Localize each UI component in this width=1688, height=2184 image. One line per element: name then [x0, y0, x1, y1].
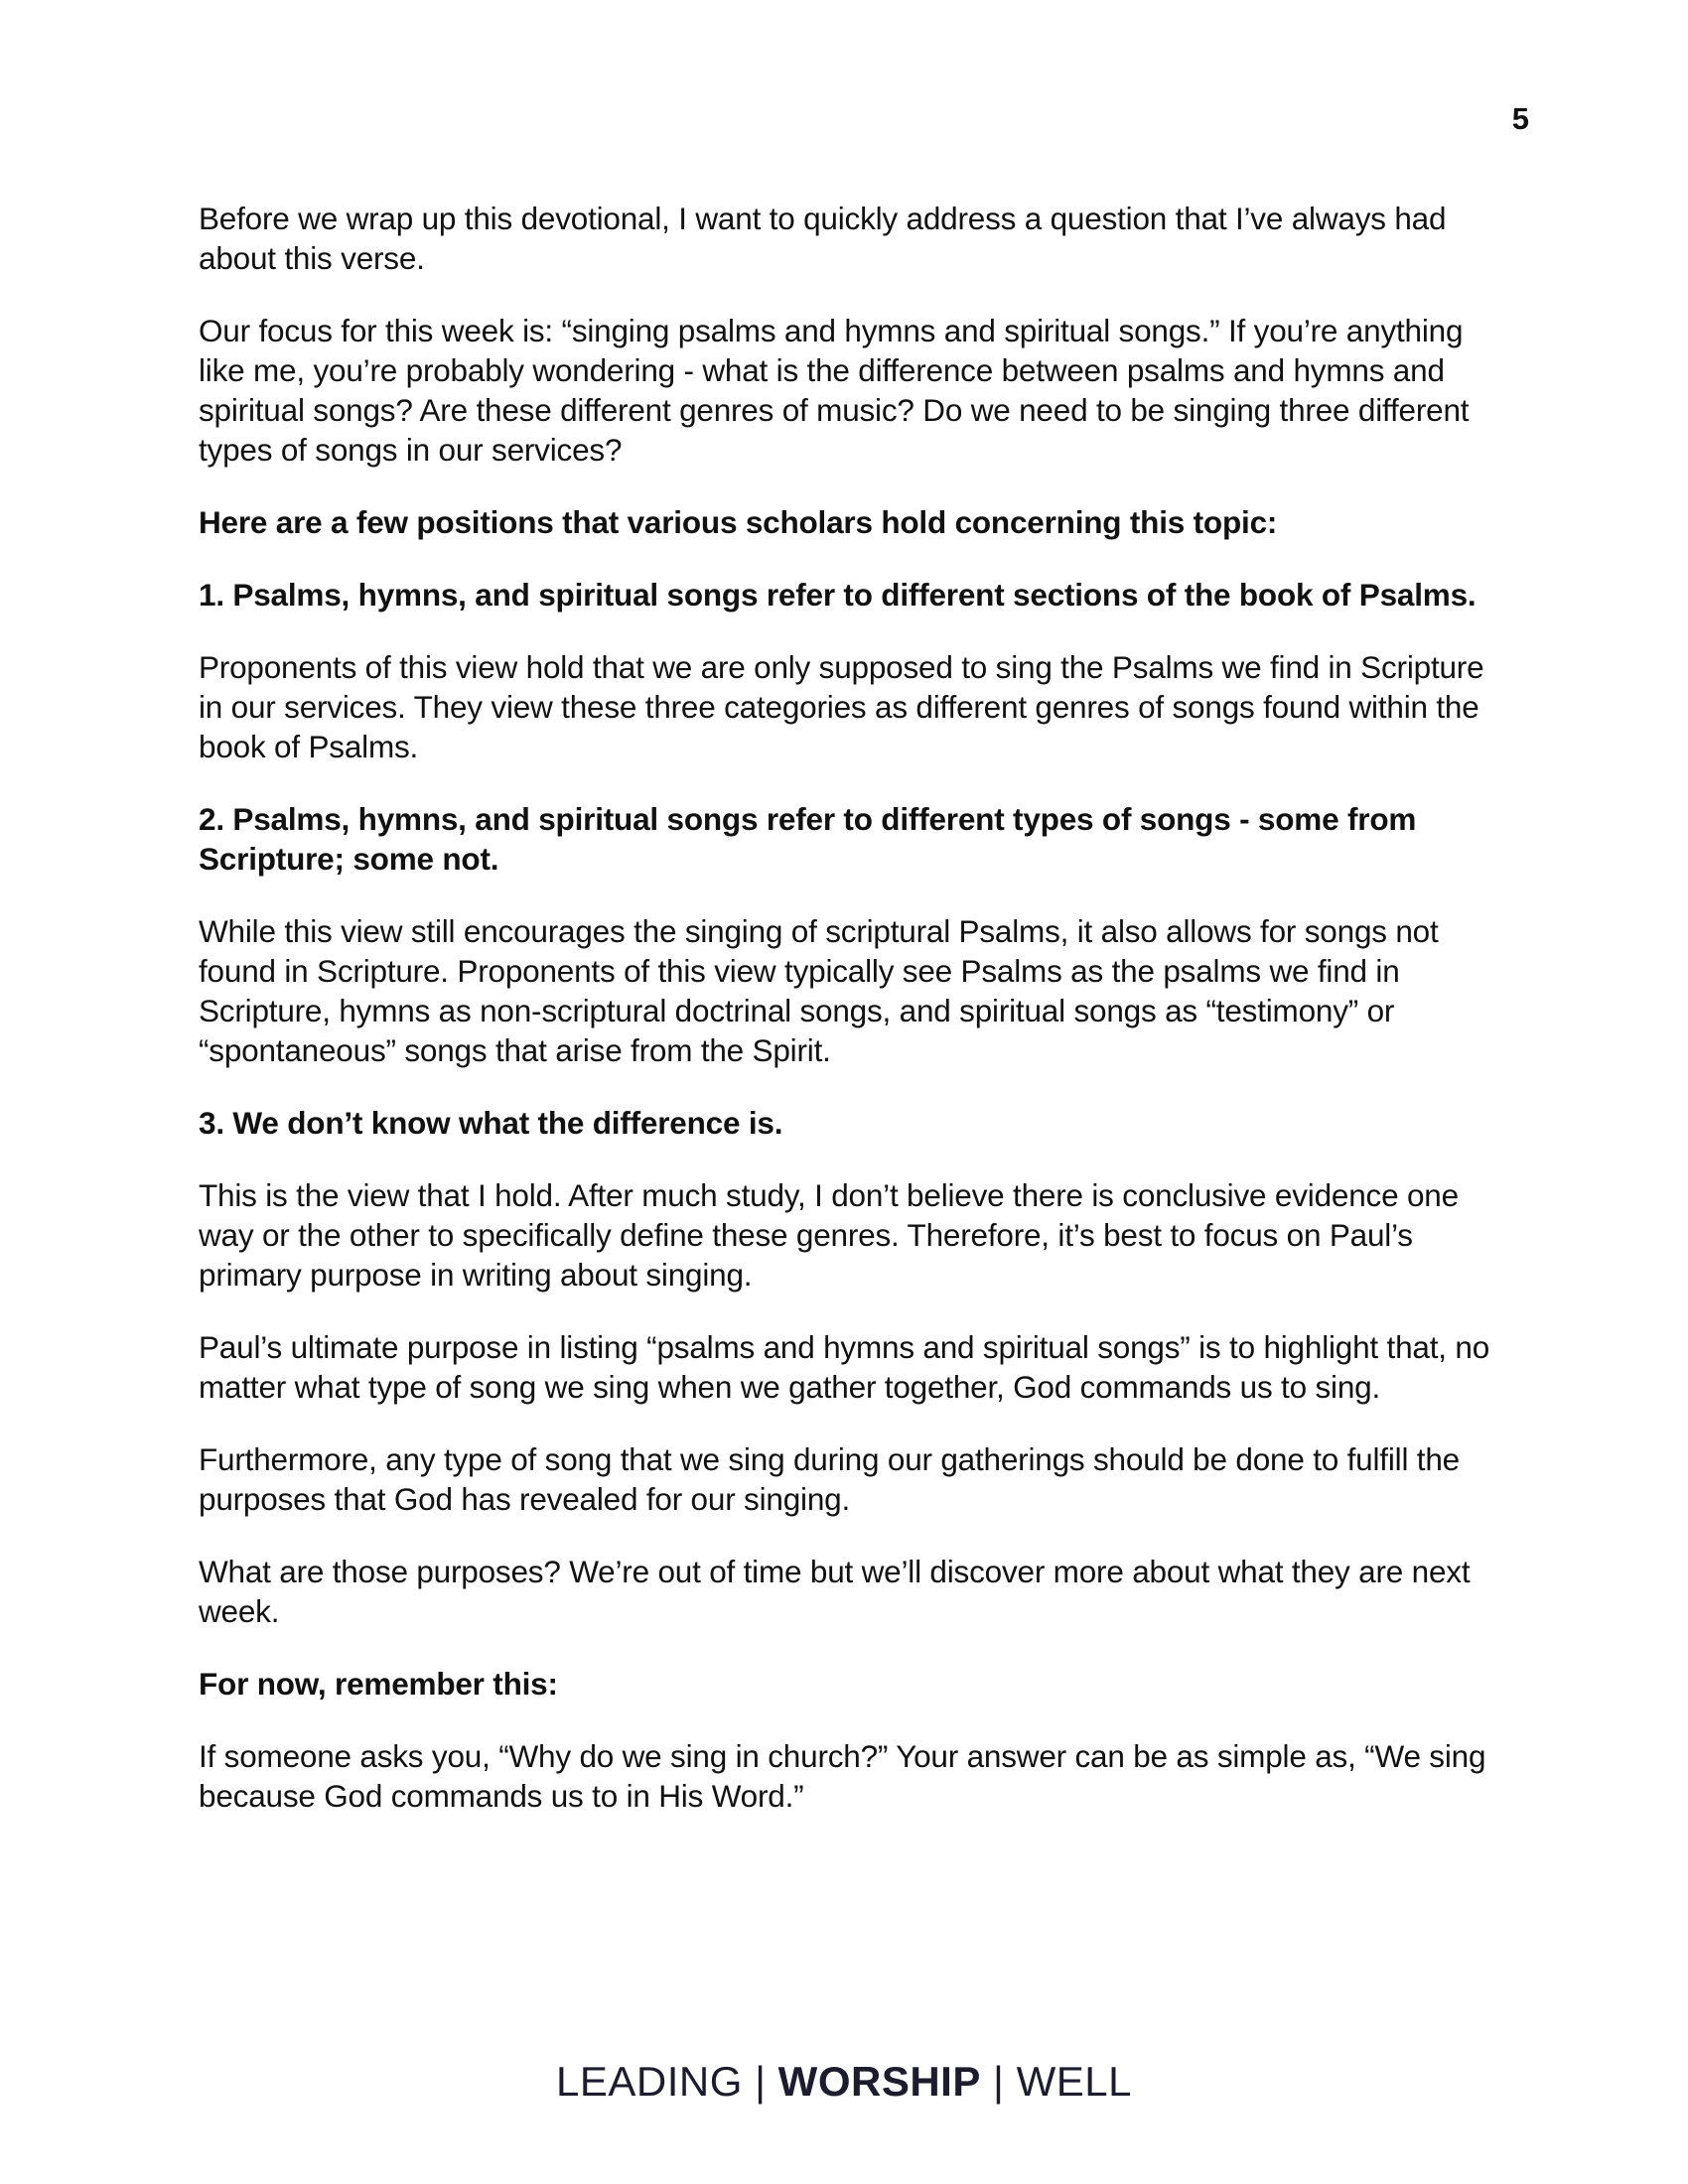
- position-2-body: While this view still encourages the singing of scriptural Psalms, it also allows for songs not found in Scripture. Proponents of this view typically see Psalms as the psalms we find in Scripture, hymns as non-scriptural doctrinal songs, and spiritual songs as “testimony” or “spontaneous” songs that arise from the Spirit.: [199, 913, 1439, 1068]
- page-number: 5: [1511, 101, 1529, 136]
- paragraph-next-week: What are those purposes? We’re out of time but we’ll discover more about what they are next week.: [199, 1554, 1471, 1629]
- paragraph-intro: Before we wrap up this devotional, I want to quickly address a question that I’ve always had about this verse.: [199, 201, 1447, 276]
- footer-worship: WORSHIP: [777, 2058, 981, 2105]
- remember-heading: For now, remember this:: [199, 1666, 558, 1702]
- document-body: [199, 199, 1499, 1848]
- footer-brand: [0, 2057, 1688, 2107]
- paragraph-purpose: Paul’s ultimate purpose in listing “psalms and hymns and spiritual songs” is to highlight that, no matter what type of song we sing when we gather together, God commands us to sing.: [199, 1329, 1490, 1405]
- position-3-body: This is the view that I hold. After much study, I don’t believe there is conclusive evidence one way or the other to specifically define these genres. Therefore, it’s best to focus on Paul’s primary purpose in writing about singing.: [199, 1177, 1459, 1293]
- paragraph-focus: Our focus for this week is: “singing psalms and hymns and spiritual songs.” If you’re anything like me, you’re probably wondering - what is the difference between psalms and hymns and spiritual songs? Are these different genres of music? Do we need to be singing three different types of songs in our services?: [199, 313, 1470, 468]
- footer-leading: LEADING |: [556, 2058, 778, 2105]
- position-1-body: Proponents of this view hold that we are only supposed to sing the Psalms we find in Scripture in our services. They view these three categories as different genres of songs found within the book of Psalms.: [199, 649, 1484, 764]
- paragraph-answer: If someone asks you, “Why do we sing in church?” Your answer can be as simple as, “We sing because God commands us to in His Word.”: [199, 1738, 1486, 1814]
- positions-heading: Here are a few positions that various scholars hold concerning this topic:: [199, 504, 1278, 540]
- position-3-heading: 3. We don’t know what the difference is.: [199, 1105, 783, 1141]
- paragraph-furthermore: Furthermore, any type of song that we sing during our gatherings should be done to fulfill the purposes that God has revealed for our singing.: [199, 1441, 1460, 1517]
- position-1-heading: 1. Psalms, hymns, and spiritual songs refer to different sections of the book of Psalms.: [199, 577, 1477, 613]
- footer-well: | WELL: [980, 2058, 1132, 2105]
- position-2-heading: 2. Psalms, hymns, and spiritual songs refer to different types of songs - some from Scripture; some not.: [199, 801, 1417, 877]
